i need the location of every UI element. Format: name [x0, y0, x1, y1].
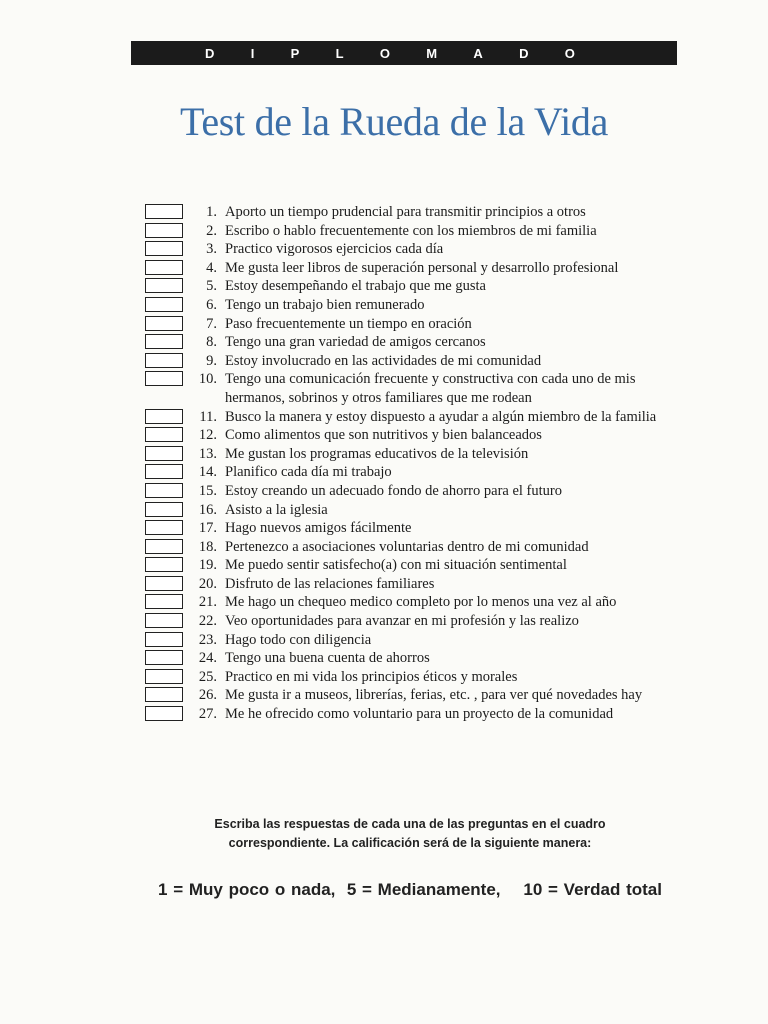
- banner-letter: O: [379, 45, 390, 61]
- answer-box[interactable]: [145, 297, 183, 312]
- banner-letter: D: [519, 45, 529, 61]
- answer-box[interactable]: [145, 223, 183, 238]
- answer-box[interactable]: [145, 687, 183, 702]
- question-row: [145, 668, 685, 687]
- answer-box[interactable]: [145, 427, 183, 442]
- answer-box[interactable]: [145, 241, 183, 256]
- question-number: 14.: [198, 464, 217, 481]
- question-row: [145, 203, 685, 222]
- question-number: 12.: [198, 427, 217, 444]
- diplomado-banner: [131, 41, 677, 65]
- question-row: [145, 519, 685, 538]
- question-text: Hago nuevos amigos fácilmente: [225, 520, 412, 537]
- question-text: Aporto un tiempo prudencial para transmitir principios a otros: [225, 204, 586, 220]
- answer-box[interactable]: [145, 204, 183, 219]
- answer-box[interactable]: [145, 483, 183, 498]
- rating-scale: 1 = Muy poco o nada, 5 = Medianamente, 10 = Verdad total: [158, 880, 662, 899]
- question-text: Estoy involucrado en las actividades de mi comunidad: [225, 352, 542, 369]
- question-row: [145, 408, 685, 427]
- answer-box[interactable]: [145, 594, 183, 609]
- answer-box[interactable]: [145, 464, 183, 479]
- question-number: 1.: [206, 204, 217, 220]
- question-row: [145, 445, 685, 464]
- question-row: [145, 315, 685, 334]
- question-row: [145, 575, 685, 594]
- answer-box[interactable]: [145, 669, 183, 684]
- question-text: Me hago un chequeo medico completo por lo menos una vez al año: [225, 594, 617, 611]
- question-number: 5.: [206, 278, 217, 295]
- question-row: [145, 296, 685, 315]
- question-text: Me he ofrecido como voluntario para un proyecto de la comunidad: [225, 706, 614, 723]
- question-text: Hago todo con diligencia: [225, 631, 372, 648]
- question-text: Practico vigorosos ejercicios cada día: [225, 241, 444, 258]
- question-text: Estoy desempeñando el trabajo que me gusta: [225, 278, 486, 295]
- answer-box[interactable]: [145, 632, 183, 647]
- question-number: 21.: [198, 594, 217, 611]
- answer-box[interactable]: [145, 409, 183, 424]
- question-text: Me gustan los programas educativos de la televisión: [225, 445, 529, 462]
- banner-letter: O: [564, 45, 575, 61]
- question-text: Tengo una gran variedad de amigos cercanos: [225, 334, 486, 351]
- question-text: Planifico cada día mi trabajo: [225, 464, 392, 481]
- question-number: 26.: [198, 687, 217, 704]
- question-row: [145, 352, 685, 371]
- question-row: [145, 463, 685, 482]
- answer-box[interactable]: [145, 278, 183, 293]
- question-number: 9.: [206, 352, 217, 369]
- answer-box[interactable]: [145, 576, 183, 591]
- answer-box[interactable]: [145, 539, 183, 554]
- instructions-line-1: Escriba las respuestas de cada una de las preguntas en el cuadro: [214, 817, 606, 831]
- answer-box[interactable]: [145, 520, 183, 535]
- question-row: [145, 259, 685, 278]
- question-row: [145, 222, 685, 241]
- question-row: [145, 482, 685, 501]
- answer-box[interactable]: [145, 502, 183, 517]
- question-text: Tengo una buena cuenta de ahorros: [225, 650, 430, 667]
- answer-box[interactable]: [145, 353, 183, 368]
- answer-box[interactable]: [145, 316, 183, 331]
- question-text: Busco la manera y estoy dispuesto a ayudar a algún miembro de la familia: [225, 408, 657, 425]
- question-row: [145, 240, 685, 259]
- banner-letter: P: [290, 45, 300, 61]
- question-number: 13.: [198, 445, 217, 462]
- banner-letter: D: [205, 45, 215, 61]
- question-number: 7.: [206, 315, 217, 332]
- question-number: 25.: [198, 668, 217, 685]
- banner-letter: L: [335, 45, 344, 61]
- answer-box[interactable]: [145, 557, 183, 572]
- question-text: Practico en mi vida los principios éticos y morales: [225, 668, 518, 685]
- answer-box[interactable]: [145, 334, 183, 349]
- question-number: 11.: [199, 408, 217, 425]
- question-number: 19.: [198, 557, 217, 574]
- question-text: Veo oportunidades para avanzar en mi profesión y las realizo: [225, 613, 579, 630]
- question-number: 15.: [198, 482, 217, 499]
- question-text: Me gusta ir a museos, librerías, ferias, etc. , para ver qué novedades hay: [225, 687, 643, 704]
- question-text: Asisto a la iglesia: [225, 501, 328, 518]
- answer-box[interactable]: [145, 650, 183, 665]
- question-text: Me puedo sentir satisfecho(a) con mi situación sentimental: [225, 557, 567, 574]
- question-number: 24.: [198, 650, 217, 667]
- question-number: 6.: [206, 296, 217, 313]
- question-row: [145, 501, 685, 520]
- question-text: Escribo o hablo frecuentemente con los miembros de mi familia: [225, 222, 597, 239]
- question-row: [145, 593, 685, 612]
- question-number: 10.: [198, 371, 217, 388]
- answer-box[interactable]: [145, 706, 183, 721]
- question-text: Pertenezco a asociaciones voluntarias dentro de mi comunidad: [225, 538, 589, 555]
- question-number: 17.: [198, 520, 217, 537]
- question-number: 23.: [198, 631, 217, 648]
- answer-box[interactable]: [145, 260, 183, 275]
- question-text: Me gusta leer libros de superación personal y desarrollo profesional: [225, 259, 619, 276]
- question-row: [145, 705, 685, 724]
- banner-letter: I: [250, 45, 255, 61]
- answer-box[interactable]: [145, 613, 183, 628]
- question-text: Tengo una comunicación frecuente y constructiva con cada uno de mis hermanos, sobrinos y otros familiares que me rodean: [225, 371, 636, 406]
- question-row: [145, 370, 685, 407]
- question-row: [145, 686, 685, 705]
- answer-box[interactable]: [145, 446, 183, 461]
- question-number: 18.: [198, 538, 217, 555]
- question-row: [145, 277, 685, 296]
- question-number: 8.: [206, 334, 217, 351]
- instructions-line-2: correspondiente. La calificación será de la siguiente manera:: [228, 836, 592, 850]
- banner-letter: A: [473, 45, 483, 61]
- question-text: Disfruto de las relaciones familiares: [225, 575, 435, 592]
- question-number: 20.: [198, 575, 217, 592]
- question-text: Como alimentos que son nutritivos y bien balanceados: [225, 427, 542, 444]
- question-row: [145, 649, 685, 668]
- question-text: Tengo un trabajo bien remunerado: [225, 296, 425, 313]
- question-number: 27.: [198, 706, 217, 723]
- question-number: 3.: [206, 241, 217, 258]
- answer-box[interactable]: [145, 371, 183, 386]
- questionnaire-list: [145, 203, 685, 724]
- question-number: 4.: [206, 259, 217, 276]
- question-row: [145, 333, 685, 352]
- question-row: [145, 538, 685, 557]
- question-number: 2.: [206, 222, 217, 239]
- banner-letter: M: [426, 45, 438, 61]
- page-title: Test de la Rueda de la Vida: [180, 99, 609, 144]
- question-text: Estoy creando un adecuado fondo de ahorro para el futuro: [225, 482, 562, 499]
- question-number: 22.: [198, 613, 217, 630]
- question-number: 16.: [198, 501, 217, 518]
- question-row: [145, 631, 685, 650]
- question-row: [145, 426, 685, 445]
- instructions: [120, 815, 700, 853]
- question-row: [145, 612, 685, 631]
- question-row: [145, 556, 685, 575]
- question-text: Paso frecuentemente un tiempo en oración: [225, 315, 472, 332]
